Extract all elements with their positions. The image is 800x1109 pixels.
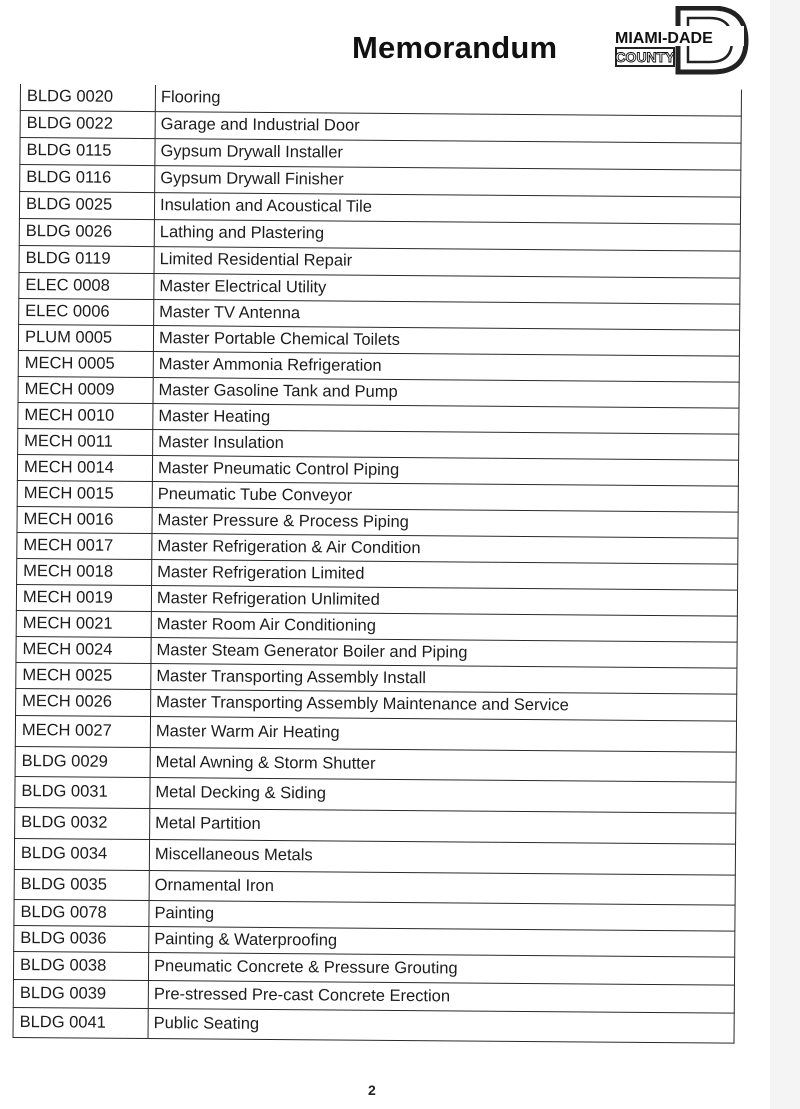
license-description: Metal Partition [150, 808, 736, 844]
license-code: MECH 0018 [17, 558, 152, 585]
license-description: Master Pressure & Process Piping [152, 507, 738, 538]
license-code-table [13, 84, 742, 1043]
license-code: MECH 0009 [18, 376, 153, 403]
license-code: BLDG 0032 [15, 807, 150, 839]
license-description: Master Ammonia Refrigeration [153, 351, 739, 382]
license-description: Master TV Antenna [154, 299, 740, 330]
license-description: Flooring [155, 85, 741, 116]
license-description: Master Refrigeration & Air Condition [152, 533, 738, 564]
license-code: BLDG 0034 [14, 838, 149, 870]
license-code: BLDG 0022 [20, 110, 155, 138]
license-code: MECH 0005 [18, 350, 153, 377]
license-code: ELEC 0006 [19, 298, 154, 325]
license-code: BLDG 0025 [19, 191, 154, 219]
license-code: BLDG 0039 [13, 979, 148, 1008]
license-description: Master Warm Air Heating [150, 716, 736, 752]
license-description: Painting & Waterproofing [149, 926, 735, 957]
page-number: 2 [368, 1082, 376, 1098]
license-code: MECH 0015 [17, 480, 152, 507]
license-code: MECH 0011 [18, 428, 153, 455]
page-edge [770, 0, 800, 1109]
svg-text:MIAMI-DADE: MIAMI-DADE [615, 30, 713, 47]
license-description: Painting [149, 900, 735, 931]
license-description: Pneumatic Tube Conveyor [152, 481, 738, 512]
license-description: Master Portable Chemical Toilets [153, 325, 739, 356]
license-code: BLDG 0036 [14, 925, 149, 952]
table-row [13, 1007, 734, 1043]
license-description: Lathing and Plastering [154, 219, 740, 251]
license-description: Master Pneumatic Control Piping [152, 455, 738, 486]
license-description: Master Insulation [153, 429, 739, 460]
license-code: MECH 0027 [15, 715, 150, 747]
license-code: BLDG 0020 [20, 84, 155, 111]
page-title: Memorandum [352, 30, 558, 65]
license-description: Gypsum Drywall Installer [155, 138, 741, 170]
license-code: BLDG 0031 [15, 776, 150, 808]
license-code: PLUM 0005 [18, 324, 153, 351]
license-code: MECH 0017 [17, 532, 152, 559]
license-code: ELEC 0008 [19, 272, 154, 299]
license-description: Pre-stressed Pre-cast Concrete Erection [148, 980, 734, 1013]
license-description: Master Room Air Conditioning [151, 611, 737, 642]
license-code: BLDG 0078 [14, 899, 149, 926]
license-code: MECH 0024 [16, 636, 151, 663]
license-description: Insulation and Acoustical Tile [154, 192, 740, 224]
license-code: MECH 0026 [16, 688, 151, 716]
license-description: Master Transporting Assembly Maintenance and Service [151, 689, 737, 721]
license-description: Master Heating [153, 403, 739, 434]
license-code: BLDG 0041 [13, 1007, 148, 1038]
license-code: MECH 0016 [17, 506, 152, 533]
license-description: Master Refrigeration Unlimited [151, 585, 737, 616]
license-code: MECH 0021 [16, 610, 151, 637]
license-code: BLDG 0029 [15, 746, 150, 777]
license-description: Garage and Industrial Door [155, 111, 741, 143]
miami-dade-county-logo [612, 6, 752, 76]
license-description: Master Refrigeration Limited [152, 559, 738, 590]
license-code: MECH 0010 [18, 402, 153, 429]
license-code: MECH 0019 [16, 584, 151, 611]
license-description: Master Electrical Utility [154, 273, 740, 304]
svg-text:COUNTY: COUNTY [615, 49, 675, 65]
license-description: Limited Residential Repair [154, 246, 740, 278]
license-code: BLDG 0119 [19, 245, 154, 273]
license-description: Metal Decking & Siding [150, 777, 736, 813]
license-description: Master Steam Generator Boiler and Piping [151, 637, 737, 668]
license-description: Metal Awning & Storm Shutter [150, 747, 736, 782]
license-description: Gypsum Drywall Finisher [155, 165, 741, 197]
license-code: BLDG 0116 [20, 164, 155, 192]
license-description: Pneumatic Concrete & Pressure Grouting [148, 952, 734, 985]
license-description: Master Transporting Assembly Install [151, 663, 737, 694]
license-description: Public Seating [148, 1008, 734, 1043]
license-code: MECH 0025 [16, 662, 151, 689]
license-code: BLDG 0115 [20, 137, 155, 165]
license-code: MECH 0014 [17, 454, 152, 481]
license-description: Ornamental Iron [149, 870, 735, 905]
license-code: BLDG 0026 [19, 218, 154, 246]
license-description: Miscellaneous Metals [149, 839, 735, 875]
license-description: Master Gasoline Tank and Pump [153, 377, 739, 408]
license-code: BLDG 0038 [13, 951, 148, 980]
license-code: BLDG 0035 [14, 869, 149, 900]
